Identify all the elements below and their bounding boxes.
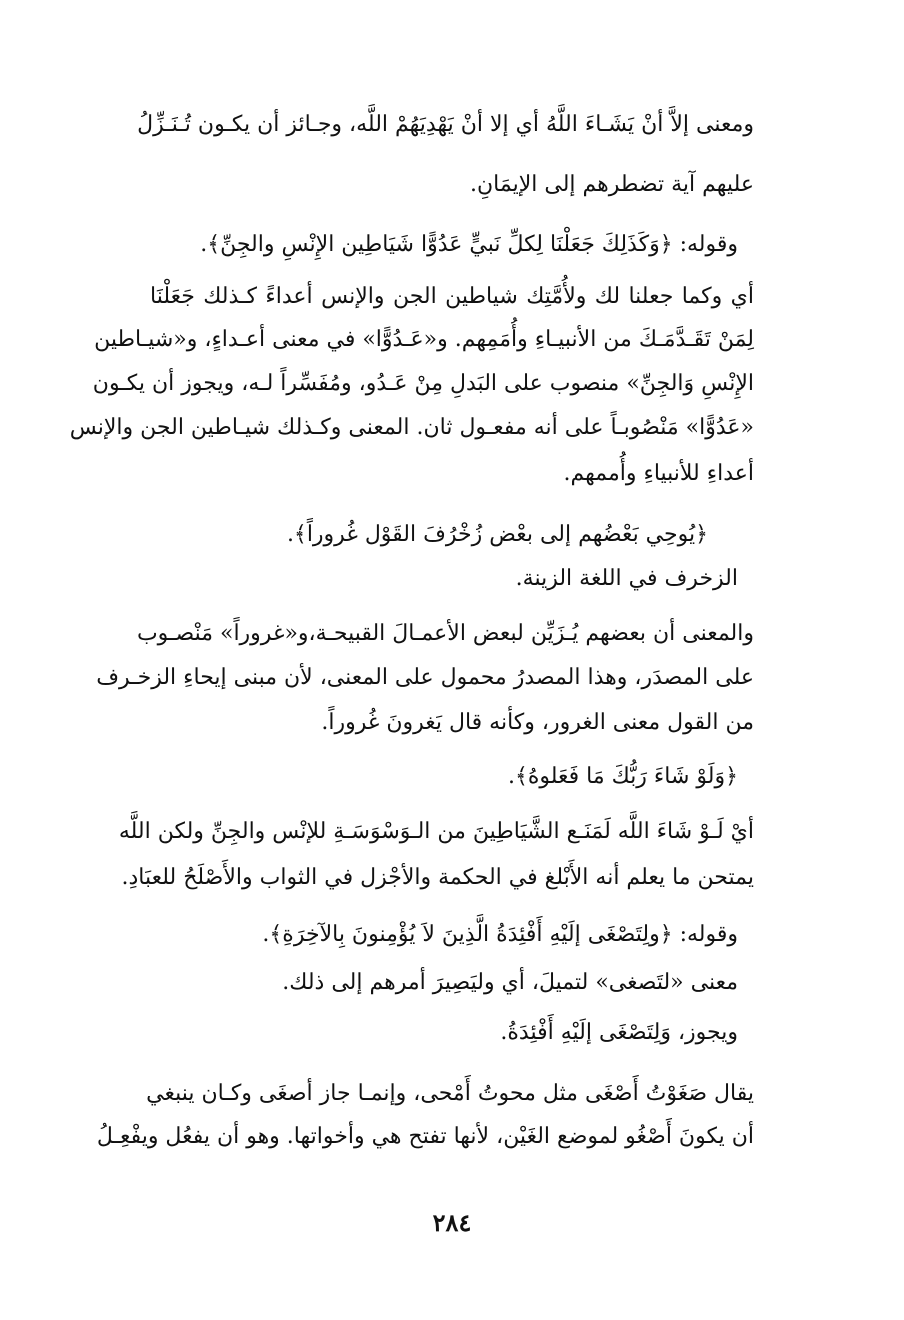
text-line-19: ويجوز، وَلِتَصْغَى إلَيْهِ أَفْئِدَةُ. bbox=[500, 1020, 738, 1045]
text-line-15: أيْ لَـوْ شَاءَ اللَّه لَمَنَـع الشَّيَاطِينَ من الـوَسْوَسَـةِ للإنْس والجِنِّ ولكن اللَّه bbox=[118, 819, 754, 844]
text-line-5: لِمَنْ تَقَـدَّمَـكَ من الأنبيـاءِ وأُمَمِهم. و«عَـدُوًّا» في معنى أعـداءٍ، و«شيـاطين bbox=[94, 327, 754, 352]
text-line-8: أعداءِ للأنبياءِ وأُممهم. bbox=[563, 461, 754, 486]
text-line-17: وقوله: ﴿ولِتَصْغَى إلَيْهِ أَفْئِدَةُ الَّذِينَ لاَ يُؤْمِنونَ بِالآخِرَةِ﴾. bbox=[262, 922, 738, 947]
text-line-4: أي وكما جعلنا لك ولأُمَّتِك شياطين الجن والإنس أعداءً كـذلك جَعَلْنَا bbox=[150, 284, 754, 309]
text-line-12: على المصدَر، وهذا المصدرُ محمول على المعنى، لأن مبنى إيحاءِ الزخـرف bbox=[96, 665, 754, 690]
text-line-7: «عَدُوًّا» مَنْصُوبـاً على أنه مفعـول ثان. المعنى وكـذلك شيـاطين الجن والإنس bbox=[69, 415, 754, 440]
text-line-2: عليهم آية تضطرهم إلى الإيمَانِ. bbox=[470, 172, 754, 197]
text-line-6: الإِنْسِ وَالجِنِّ» منصوب على البَدلِ مِنْ عَـدُو، ومُفَسِّراً لـه، ويجوز أن يكـون bbox=[92, 371, 754, 396]
text-line-14: ﴿وَلَوْ شَاءَ رَبُّكَ مَا فَعَلوهُ﴾. bbox=[507, 764, 738, 789]
text-line-10: الزخرف في اللغة الزينة. bbox=[515, 566, 738, 591]
text-line-13: من القول معنى الغرور، وكأنه قال يَغرونَ غُروراً. bbox=[321, 710, 754, 735]
text-line-11: والمعنى أن بعضهم يُـزَيِّن لبعض الأعمـالَ القبيحـة،و«غروراً» مَنْصـوب bbox=[136, 621, 754, 646]
text-line-9: ﴿يُوحِي بَعْضُهم إلى بعْض زُخْرُفَ القَوْل غُروراً﴾. bbox=[286, 522, 708, 547]
text-line-21: أن يكونَ أَصْغُو لموضع الغَيْن، لأنها تفتح هي وأخواتها. وهو أن يفعُل ويفْعِـلُ bbox=[96, 1124, 754, 1149]
page-number: ٢٨٤ bbox=[432, 1208, 472, 1237]
text-line-18: معنى «لتَصغى» لتميلَ، أي وليَصِيرَ أمرهم إلى ذلك. bbox=[282, 970, 738, 995]
text-line-3: وقوله: ﴿وَكَذَلِكَ جَعَلْنَا لِكلِّ نَبيٍّ عَدُوًّا شَيَاطِين الإِنْسِ والجِنِّ﴾. bbox=[200, 232, 738, 257]
text-line-16: يمتحن ما يعلم أنه الأَبْلغ في الحكمة والأجْزل في الثواب والأَصْلَحُ للعبَادِ. bbox=[121, 865, 754, 890]
text-line-1: ومعنى إلاَّ أنْ يَشَـاءَ اللَّهُ أي إلا أنْ يَهْدِيَهُمْ اللَّه، وجـائز أن يكـون تُـنَـزِّلُ bbox=[137, 112, 754, 137]
text-line-20: يقال صَغَوْتُ أَصْغَى مثل محوتُ أَمْحى، وإنمـا جاز أصغَى وكـان ينبغي bbox=[146, 1081, 754, 1106]
